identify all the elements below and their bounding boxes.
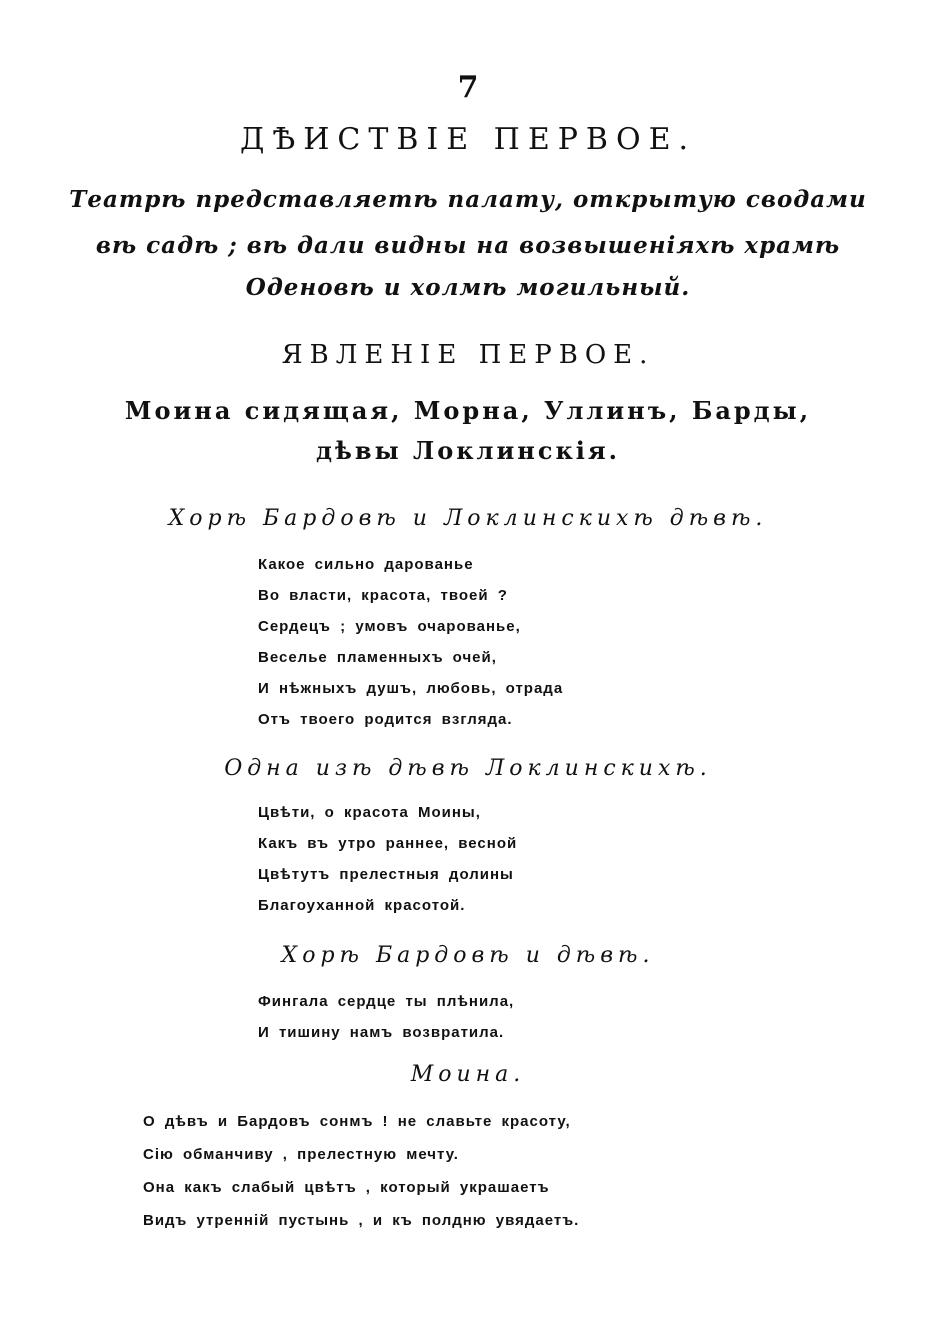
verse-line: И тишину намъ возвратила. xyxy=(258,1024,505,1041)
verse-line: О дѣвъ и Бардовъ сонмъ ! не славьте красоту, xyxy=(143,1113,571,1130)
verse-line: Сію обманчиву , прелестную мечту. xyxy=(143,1146,459,1163)
verse-line: Цвѣтутъ прелестныя долины xyxy=(258,866,514,883)
verse-stanza xyxy=(258,549,563,735)
verse-stanza xyxy=(143,1105,579,1237)
speaker-heading: Хорѣ Бардовѣ и Локлинскихѣ дѣвѣ. xyxy=(168,506,768,531)
act-title: ДѢИСТВІЕ ПЕРВОЕ. xyxy=(239,122,697,157)
verse-line: Во власти, красота, твоей ? xyxy=(258,587,508,604)
verse-line: Цвѣти, о красота Моины, xyxy=(258,804,481,821)
verse-line: Видъ утренній пустынь , и къ полдню увядаетъ. xyxy=(143,1212,580,1229)
cast-line: дѣвы Локлинскія. xyxy=(316,436,620,465)
page-number: 7 xyxy=(457,70,479,105)
verse-line: Сердецъ ; умовъ очарованье, xyxy=(258,618,521,635)
verse-line: Какъ въ утро раннее, весной xyxy=(258,835,518,852)
verse-line: И нѣжныхъ душъ, любовь, отрада xyxy=(258,680,564,697)
cast-line: Моина сидящая, Морна, Уллинъ, Барды, xyxy=(124,396,812,425)
stage-direction-line: Оденовѣ и холмѣ могильный. xyxy=(245,274,691,301)
verse-stanza xyxy=(258,986,514,1048)
verse-line: Она какъ слабый цвѣтъ , который украшаетъ xyxy=(143,1179,550,1196)
verse-line: Веселье пламенныхъ очей, xyxy=(258,649,497,666)
speaker-heading: Хорѣ Бардовѣ и дѣвѣ. xyxy=(281,943,655,968)
stage-direction-line: вѣ садѣ ; вѣ дали видны на возвышеніяхѣ храмѣ xyxy=(95,232,841,259)
speaker-heading: Моина. xyxy=(410,1062,526,1087)
scene-title: ЯВЛЕНІЕ ПЕРВОЕ. xyxy=(281,340,655,370)
speaker-heading: Одна изѣ дѣвѣ Локлинскихѣ. xyxy=(224,756,712,781)
verse-line: Фингала сердце ты плѣнила, xyxy=(258,993,515,1010)
verse-line: Благоуханной красотой. xyxy=(258,897,466,914)
verse-stanza xyxy=(258,797,517,921)
verse-line: Какое сильно дарованье xyxy=(258,556,474,573)
verse-line: Отъ твоего родится взгляда. xyxy=(258,711,513,728)
stage-direction-line: Театрѣ представляетѣ палату, открытую сводами xyxy=(69,186,867,213)
